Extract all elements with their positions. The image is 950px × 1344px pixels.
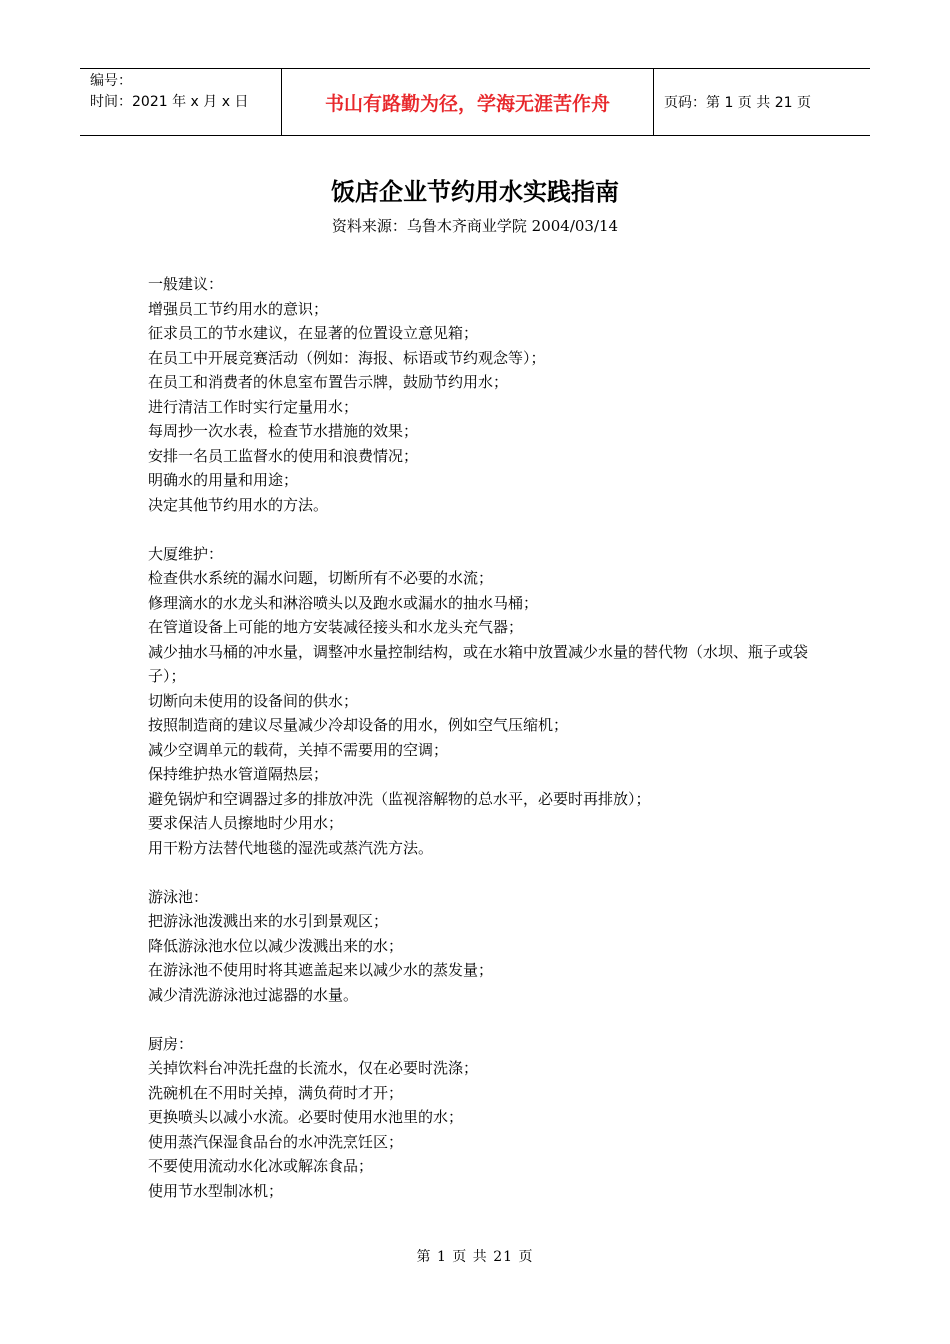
section-line: 修理滴水的水龙头和淋浴喷头以及跑水或漏水的抽水马桶； <box>148 593 539 612</box>
document-number-label: 编号： <box>90 73 132 89</box>
section-heading: 厨房： <box>148 1034 194 1053</box>
header-motto: 书山有路勤为径，学海无涯苦作舟 <box>282 69 654 135</box>
section-line: 减少空调单元的载荷，关掉不需要用的空调； <box>148 740 449 759</box>
document-body <box>148 272 808 1228</box>
section <box>148 272 808 517</box>
section-line: 在员工和消费者的休息室布置告示牌，鼓励节约用水； <box>148 373 509 391</box>
section-line: 要求保洁人员擦地时少用水； <box>148 814 344 832</box>
section-line: 使用节水型制冰机； <box>148 1181 284 1200</box>
section-line: 关掉饮料台冲洗托盘的长流水，仅在必要时洗涤； <box>148 1059 479 1077</box>
section-line: 每周抄一次水表，检查节水措施的效果； <box>148 422 419 440</box>
document-title: 饭店企业节约用水实践指南 <box>331 178 619 206</box>
section-line: 使用蒸汽保湿食品台的水冲洗烹饪区； <box>148 1132 404 1151</box>
section-heading: 大厦维护： <box>148 544 224 563</box>
section-line: 明确水的用量和用途； <box>148 471 299 489</box>
section-line: 降低游泳池水位以减少泼溅出来的水； <box>148 936 404 955</box>
section-heading: 游泳池： <box>148 887 209 906</box>
document-source: 资料来源：乌鲁木齐商业学院 2004/03/14 <box>331 217 619 235</box>
section-line: 更换喷头以减小水流。必要时使用水池里的水； <box>148 1108 464 1126</box>
section-line: 增强员工节约用水的意识； <box>148 299 329 318</box>
section-line: 减少抽水马桶的冲水量，调整冲水量控制结构，或在水箱中放置减少水量的替代物（水坝、瓶子或袋子）； <box>148 642 809 685</box>
section <box>148 885 808 1008</box>
header-meta-cell <box>80 69 282 135</box>
page-header <box>80 68 870 136</box>
section-line: 征求员工的节水建议，在显著的位置设立意见箱； <box>148 324 479 342</box>
section-line: 按照制造商的建议尽量减少冷却设备的用水，例如空气压缩机； <box>148 716 569 734</box>
section-line: 洗碗机在不用时关掉，满负荷时才开； <box>148 1083 404 1102</box>
section-line: 减少清洗游泳池过滤器的水量。 <box>148 985 359 1004</box>
section-line: 决定其他节约用水的方法。 <box>148 495 329 514</box>
section <box>148 542 808 861</box>
section-line: 检查供水系统的漏水问题，切断所有不必要的水流； <box>148 569 494 587</box>
section-line: 在管道设备上可能的地方安装减径接头和水龙头充气器； <box>148 618 524 636</box>
section-line: 保持维护热水管道隔热层； <box>148 765 329 783</box>
section-line: 用干粉方法替代地毯的湿洗或蒸汽洗方法。 <box>148 838 434 857</box>
section-line: 进行清洁工作时实行定量用水； <box>148 397 359 416</box>
page-footer: 第 1 页 共 21 页 <box>416 1249 534 1265</box>
header-page-info: 页码：第 1 页 共 21 页 <box>664 95 811 111</box>
section-line: 避免锅炉和空调器过多的排放冲洗（监视溶解物的总水平，必要时再排放）； <box>148 789 651 808</box>
section <box>148 1032 808 1204</box>
section-line: 切断向未使用的设备间的供水； <box>148 691 359 710</box>
section-line: 在游泳池不使用时将其遮盖起来以减少水的蒸发量； <box>148 961 494 979</box>
document-time-label: 时间：2021 年 x 月 x 日 <box>90 94 249 110</box>
section-line: 把游泳池泼溅出来的水引到景观区； <box>148 912 389 930</box>
section-line: 安排一名员工监督水的使用和浪费情况； <box>148 446 419 465</box>
section-heading: 一般建议： <box>148 275 224 293</box>
section-line: 在员工中开展竞赛活动（例如：海报、标语或节约观念等）； <box>148 348 546 367</box>
section-line: 不要使用流动水化冰或解冻食品； <box>148 1157 374 1175</box>
